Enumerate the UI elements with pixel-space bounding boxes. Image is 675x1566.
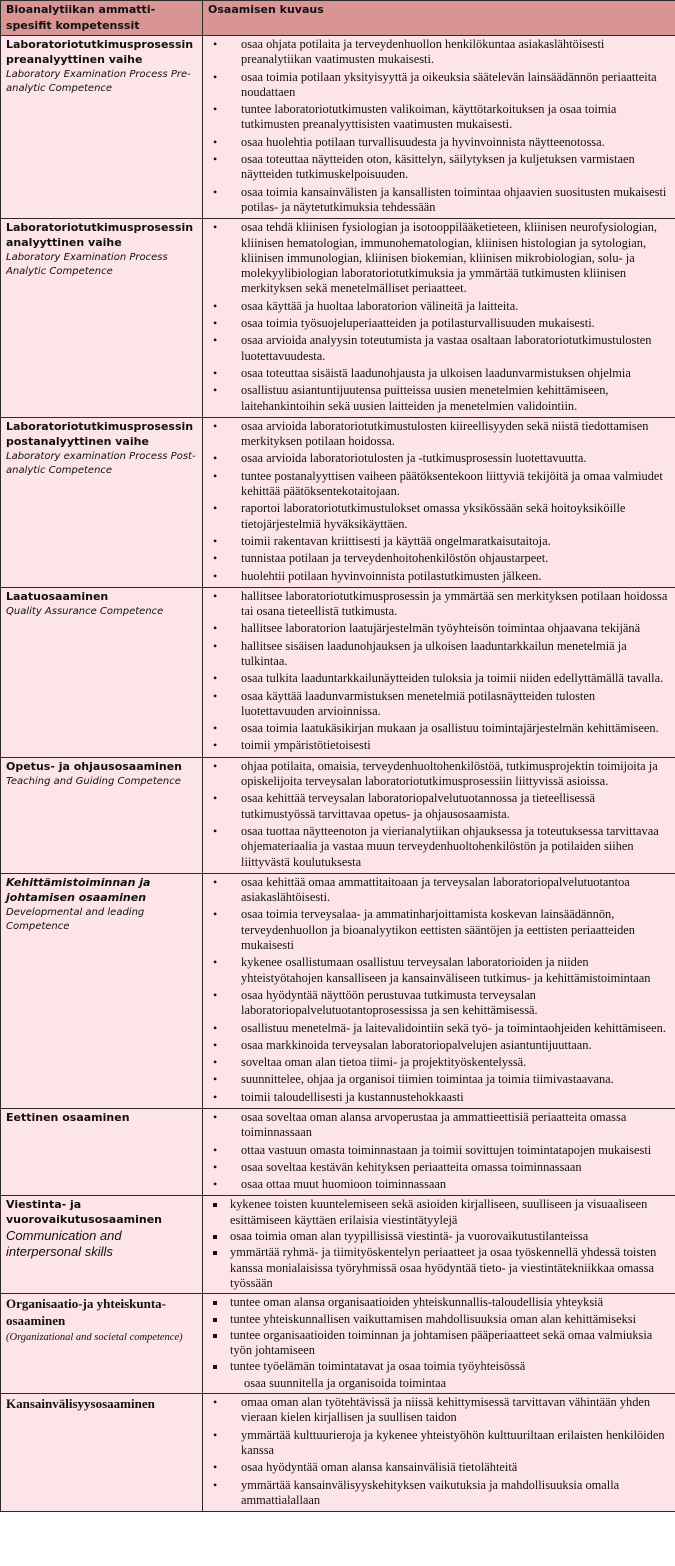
- description-cell: [203, 1196, 675, 1294]
- table-row: [1, 417, 675, 587]
- list-item: ymmärtää ryhmä- ja tiimityöskentelyn periaatteet ja osaa työskennellä yhdessä toisten kanssa monialaisissa työryhmissä osaa hyödyntää tieto- ja viestintätekniikkaa omassa työssään: [208, 1245, 671, 1291]
- list-item: • toimii rakentavan kriittisesti ja käyttää ongelmaratkaisutaitoja.: [208, 534, 671, 549]
- competence-cell: [1, 1196, 203, 1294]
- competence-cell: [1, 757, 203, 873]
- competence-english-name: Teaching and Guiding Competence: [6, 775, 181, 787]
- description-cell: [203, 1109, 675, 1196]
- list-item: • osaa toteuttaa näytteiden oton, käsittelyn, säilytyksen ja kuljetuksen varmistaen näytteiden tutkimuskelpoisuuden.: [208, 152, 671, 183]
- list-item: • hallitsee laboratorion laatujärjestelmän työyhteisön toimintaa ohjaavana tekijänä: [208, 621, 671, 636]
- list-item: • osaa hyödyntää oman alansa kansainvälisiä tietolähteitä: [208, 1460, 671, 1475]
- list-item: • kykenee osallistumaan osallistuu terveysalan laboratorioiden ja niiden yhteistyötahojen kansalliseen ja kansainväliseen tutkimus- ja kehittämistoimintaan: [208, 955, 671, 986]
- list-item: • toimii ympäristötietoisesti: [208, 738, 671, 753]
- description-cell: [203, 36, 675, 219]
- competence-cell: [1, 1294, 203, 1394]
- competence-cell: [1, 1109, 203, 1196]
- competence-name: Laboratoriotutkimusprosessin analyyttinen vaihe: [6, 221, 194, 250]
- competence-name: Laboratoriotutkimusprosessin postanalyyttinen vaihe: [6, 419, 194, 448]
- description-list: [208, 589, 671, 754]
- list-item-continuation: osaa suunnitella ja organisoida toimintaa: [244, 1375, 447, 1390]
- table-row: [1, 757, 675, 873]
- competence-english-name: Developmental and leading Competence: [6, 906, 145, 932]
- description-list: [208, 1197, 671, 1291]
- list-item: • osaa ohjata potilaita ja terveydenhuollon henkilökuntaa asiakaslähtöisesti preanalytiikan vaatimusten mukaisesti.: [208, 37, 671, 68]
- description-list: [208, 220, 671, 414]
- list-item: • osaa toimia työsuojeluperiaatteiden ja potilasturvallisuuden mukaisesti.: [208, 316, 671, 331]
- description-cell: [203, 757, 675, 873]
- competence-english-name: (Organizational and societal competence): [6, 1332, 183, 1344]
- competence-english-name: Communication and interpersonal skills: [6, 1228, 122, 1260]
- list-item: • osaa toimia potilaan yksityisyyttä ja oikeuksia säätelevän lainsäädännön periaatteita noudattaen: [208, 70, 671, 101]
- list-item: • soveltaa oman alan tietoa tiimi- ja projektityöskentelyssä.: [208, 1055, 671, 1070]
- list-item: • hallitsee sisäisen laadunohjauksen ja ulkoisen laaduntarkkailun menetelmiä ja tulkintaa.: [208, 639, 671, 670]
- description-cell: [203, 873, 675, 1108]
- header-description: Osaamisen kuvaus: [203, 1, 675, 36]
- table-row: [1, 873, 675, 1108]
- competence-cell: [1, 36, 203, 219]
- description-list: [208, 1395, 671, 1508]
- list-item: • osaa huolehtia potilaan turvallisuudesta ja hyvinvoinnista näytteenotossa.: [208, 135, 671, 150]
- list-item: • osaa ottaa muut huomioon toiminnassaan: [208, 1177, 671, 1192]
- competence-english-name: Laboratory examination Process Post-analytic Competence: [6, 450, 196, 476]
- list-item: • osaa arvioida laboratoriotulosten ja -tutkimusprosessin luotettavuutta.: [208, 451, 671, 466]
- description-cell: [203, 1394, 675, 1512]
- header-row: [1, 1, 675, 36]
- list-item: • osaa hyödyntää näyttöön perustuvaa tutkimusta terveysalan laboratoriopalvelutuotantoprosessissa ja sen kehittämisessä.: [208, 988, 671, 1019]
- list-item: tuntee organisaatioiden toiminnan ja johtamisen pääperiaatteet sekä omaa valmiuksia työn johtamiseen: [208, 1328, 671, 1359]
- table-row: [1, 219, 675, 418]
- competence-cell: [1, 873, 203, 1108]
- description-list: [208, 1295, 671, 1391]
- list-item: • ottaa vastuun omasta toiminnastaan ja toimii sovittujen toimintatapojen mukaisesti: [208, 1143, 671, 1158]
- list-item: • raportoi laboratoriotutkimustulokset omassa yksikössään sekä hoitoyksiköille tietojärjestelmiä hyväksikäyttäen.: [208, 501, 671, 532]
- list-item: • osaa toteuttaa sisäistä laadunohjausta ja ulkoisen laadunvarmistuksen ohjelmia: [208, 366, 671, 381]
- list-item: • osallistuu asiantuntijuutensa puitteissa uusien menetelmien kehittämiseen, laitehankintoihin sekä uusien laitteiden ja menetelmien validointiin.: [208, 383, 671, 414]
- list-item: • ymmärtää kansainvälisyyskehityksen vaikutuksia ja mahdollisuuksia omalla ammattialallaan: [208, 1478, 671, 1509]
- table-row: [1, 1196, 675, 1294]
- description-list: [208, 1110, 671, 1192]
- list-item: • osaa kehittää terveysalan laboratoriopalvelutuotannossa ja tieteellisessä tutkimustyössä tarvittavaa opetus- ja ohjausosaamista.: [208, 791, 671, 822]
- list-item: osaa toimia oman alan tyypillisissä viestintä- ja vuorovaikutustilanteissa: [208, 1229, 671, 1244]
- table-row: [1, 1294, 675, 1394]
- competence-name: Laatuosaaminen: [6, 589, 109, 603]
- list-item: kykenee toisten kuuntelemiseen sekä asioiden kirjalliseen, suulliseen ja visuaaliseen esittämiseen käyttäen erilaisia viestintätyylejä: [208, 1197, 671, 1228]
- competence-name: Laboratoriotutkimusprosessin preanalyyttinen vaihe: [6, 38, 194, 66]
- list-item: • tuntee laboratoriotutkimusten valikoiman, käyttötarkoituksen ja osaa toimia tutkimusten preanalyyttisisten vaatimusten mukaisesti.: [208, 102, 671, 133]
- table-row: [1, 1109, 675, 1196]
- list-item: • osaa tulkita laaduntarkkailunäytteiden tuloksia ja toimii niiden edellyttämällä tavalla.: [208, 671, 671, 686]
- list-item: • osaa arvioida analyysin toteutumista ja vastaa osaltaan laboratoriotutkimustulosten luotettavuudesta.: [208, 333, 671, 364]
- list-item: • ohjaa potilaita, omaisia, terveydenhuoltohenkilöstöä, tutkimusprojektin toimijoita ja opiskelijoita terveysalan laboratoriotutkimusprosessiin liittyvissä asioissa.: [208, 759, 671, 790]
- list-item: • omaa oman alan työtehtävissä ja niissä kehittymisessä tarvittavan vähintään yhden vieraan kielen kirjallisen ja suullisen taidon: [208, 1395, 671, 1426]
- competence-name: Eettinen osaaminen: [6, 1111, 130, 1124]
- list-item: • osaa arvioida laboratoriotutkimustulosten kiireellisyyden sekä niistä tiedottamisen merkityksen potilaan hoidossa.: [208, 419, 671, 450]
- competence-name: Viestinta- ja vuorovaikutusosaaminen: [6, 1198, 162, 1227]
- list-item: • osaa kehittää omaa ammattitaitoaan ja terveysalan laboratoriopalvelutuotantoa asiakaslähtöisesti.: [208, 875, 671, 906]
- competence-cell: [1, 587, 203, 757]
- list-item: tuntee työelämän toimintatavat ja osaa toimia työyhteisössä: [208, 1359, 671, 1374]
- competence-name: Kehittämistoiminnan ja johtamisen osaaminen: [6, 875, 151, 904]
- list-item: • ymmärtää kulttuurieroja ja kykenee yhteistyöhön kulttuuriltaan erilaisten henkilöiden kanssa: [208, 1428, 671, 1459]
- description-cell: [203, 219, 675, 418]
- competence-name: Organisaatio-ja yhteiskunta-osaaminen: [6, 1296, 166, 1329]
- list-item: • osaa tehdä kliinisen fysiologian ja isotooppilääketieteen, kliinisen neurofysiologian, kliinisen hematologian, immunohematologian, kliinisen histologian ja sytologian, kliinisen immunologian, kliinisen biokemian, kliinisen mikrobiologian, solu- ja molekyylibiologian laboratoriotutkimuksia ja ymmärtää tutkimusten kliinisen merkityksen sekä menetelmälliset periaatteet.: [208, 220, 671, 296]
- list-item: • osaa soveltaa kestävän kehityksen periaatteita omassa toiminnassaan: [208, 1160, 671, 1175]
- list-item: tuntee yhteiskunnallisen vaikuttamisen mahdollisuuksia oman alan kehittämiseksi: [208, 1312, 671, 1327]
- list-item: • osaa käyttää laadunvarmistuksen menetelmiä potilasnäytteiden tulosten luotettavuuden arvioinnissa.: [208, 689, 671, 720]
- competence-name: Kansainvälisyysosaaminen: [6, 1396, 155, 1412]
- list-item: • osaa soveltaa oman alansa arvoperustaa ja ammattieettisiä periaatteita omassa toiminnassaan: [208, 1110, 671, 1141]
- table-row: [1, 36, 675, 219]
- list-item: • osaa tuottaa näytteenoton ja vierianalytiikan ohjauksessa ja toteutuksessa tarvittavaa ohjemateriaalia ja vastaa muun terveydenhuoltohenkilöstön ja potilaiden siihen liittyvästä koulutuksesta: [208, 824, 671, 870]
- description-list: [208, 419, 671, 584]
- description-cell: [203, 1294, 675, 1394]
- description-list: [208, 875, 671, 1105]
- description-list: [208, 759, 671, 870]
- description-cell: [203, 417, 675, 587]
- competence-name: Opetus- ja ohjausosaaminen: [6, 759, 183, 773]
- description-list: [208, 37, 671, 215]
- list-item: • osaa toimia terveysalaa- ja ammatinharjoittamista koskevan lainsäädännön, terveydenhuollon ja bioanalyytikon eettisten sääntöjen ja eettisten periaatteiden mukaisesti: [208, 907, 671, 953]
- list-item: • suunnittelee, ohjaa ja organisoi tiimien toimintaa ja toimia tiimivastaavana.: [208, 1072, 671, 1087]
- competence-english-name: Quality Assurance Competence: [6, 605, 164, 617]
- list-item: • huolehtii potilaan hyvinvoinnista potilastutkimusten jälkeen.: [208, 569, 671, 584]
- header-competences: Bioanalytiikan ammatti-spesifit kompetenssit: [1, 1, 203, 36]
- competence-cell: [1, 417, 203, 587]
- list-item: • osaa toimia laatukäsikirjan mukaan ja osallistuu toimintajärjestelmän kehittämiseen.: [208, 721, 671, 736]
- competence-english-name: Laboratory Examination Process Pre-analytic Competence: [6, 69, 191, 94]
- list-item: • toimii taloudellisesti ja kustannustehokkaasti: [208, 1090, 671, 1105]
- list-item: • tunnistaa potilaan ja terveydenhoitohenkilöstön ohjaustarpeet.: [208, 551, 671, 566]
- list-item: tuntee oman alansa organisaatioiden yhteiskunnallis-taloudellisia yhteyksiä: [208, 1295, 671, 1310]
- competence-cell: [1, 219, 203, 418]
- list-item: • hallitsee laboratoriotutkimusprosessin ja ymmärtää sen merkityksen potilaan hoidossa tai osana tieteellistä tutkimusta.: [208, 589, 671, 620]
- list-item: • tuntee postanalyyttisen vaiheen päätöksentekoon liittyviä tekijöitä ja omaa valmiudet kehittää päätöksentekotaitojaan.: [208, 469, 671, 500]
- competence-cell: [1, 1394, 203, 1512]
- list-item: • osaa käyttää ja huoltaa laboratorion välineitä ja laitteita.: [208, 299, 671, 314]
- table-row: [1, 587, 675, 757]
- table-row: [1, 1394, 675, 1512]
- description-cell: [203, 587, 675, 757]
- table-body: [1, 36, 675, 1512]
- competence-english-name: Laboratory Examination Process Analytic Competence: [6, 252, 168, 278]
- list-item: • osallistuu menetelmä- ja laitevalidointiin sekä työ- ja toimintaohjeiden kehittämiseen.: [208, 1021, 671, 1036]
- list-item: • osaa markkinoida terveysalan laboratoriopalvelujen asiantuntijuuttaan.: [208, 1038, 671, 1053]
- list-item: • osaa toimia kansainvälisten ja kansallisten toimintaa ohjaavien suositusten mukaisesti potilas- ja näytetutkimuksia tehdessään: [208, 185, 671, 216]
